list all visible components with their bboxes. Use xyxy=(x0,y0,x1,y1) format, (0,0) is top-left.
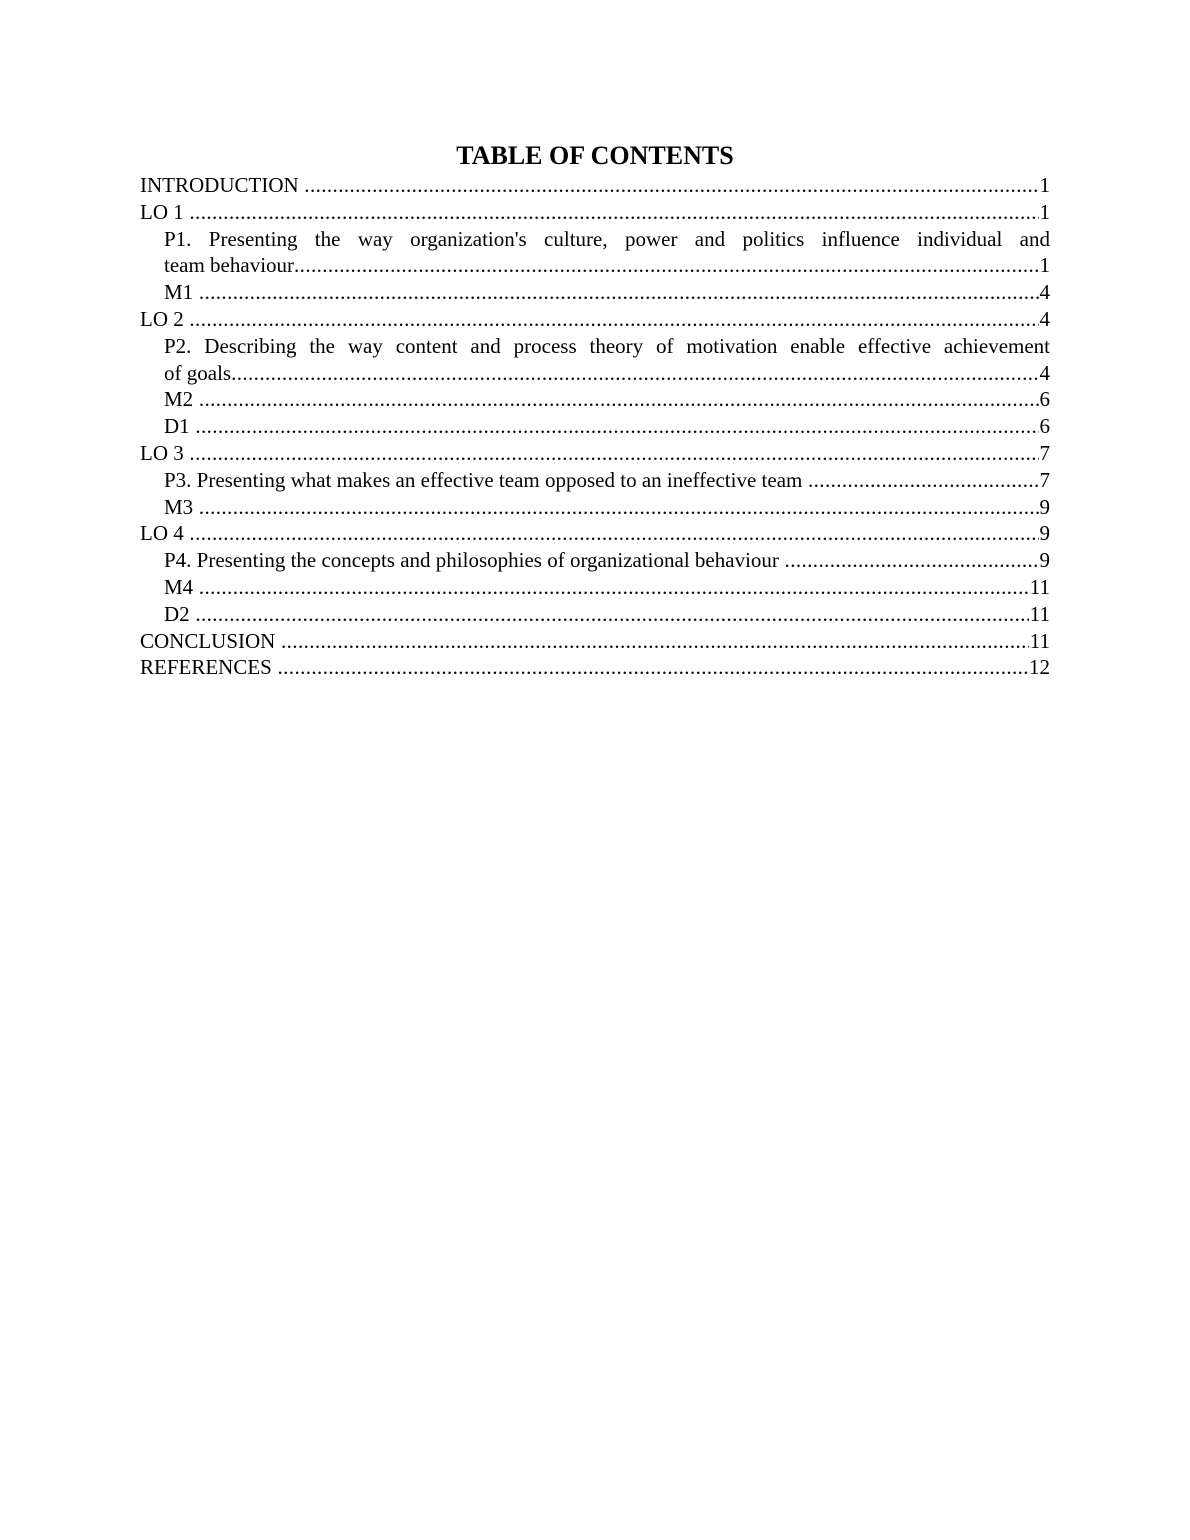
toc-entry-m3[interactable] xyxy=(140,494,1050,521)
toc-entry-label-line2-wrap xyxy=(164,360,1050,387)
toc-entry-p1[interactable] xyxy=(140,226,1050,280)
toc-entry-m4[interactable] xyxy=(140,574,1050,601)
toc-entry-label: P3. Presenting what makes an effective team opposed to an ineffective team ..... xyxy=(164,468,1050,492)
toc-entry-d1[interactable] xyxy=(140,413,1050,440)
toc-entry-page: 4 xyxy=(1039,280,1050,305)
toc-entry-page: 11 xyxy=(1029,574,1050,599)
toc-entry-page: 4 xyxy=(1039,360,1050,385)
toc-entry-label: M4 ..... xyxy=(164,575,1050,599)
toc-entry-introduction[interactable] xyxy=(140,172,1050,199)
toc-entry-page: 11 xyxy=(1029,601,1050,626)
toc-entry-conclusion[interactable] xyxy=(140,628,1050,655)
toc-entry-label: M2 ..... xyxy=(164,387,1050,411)
toc-entry-page: 7 xyxy=(1039,467,1050,492)
toc-entry-page: 9 xyxy=(1039,521,1050,546)
toc-entry-label: INTRODUCTION ..... xyxy=(140,173,1050,197)
toc-entry-label: LO 4 ..... xyxy=(140,521,1050,545)
toc-entry-page: 6 xyxy=(1039,414,1050,439)
toc-entry-label-line2: of goals ..... xyxy=(164,361,1050,385)
toc-title: TABLE OF CONTENTS xyxy=(456,141,734,170)
toc-entry-page: 6 xyxy=(1039,387,1050,412)
toc-entry-page: 11 xyxy=(1029,628,1050,653)
toc-entry-page: 12 xyxy=(1029,655,1050,680)
toc-entry-page: 9 xyxy=(1039,548,1050,573)
toc-entry-page: 7 xyxy=(1039,440,1050,465)
toc-entry-label: M1 ..... xyxy=(164,280,1050,304)
toc-entry-p3[interactable] xyxy=(140,467,1050,494)
toc-entry-label-line1: P1. Presenting the way organization's culture, power and politics influence individual and xyxy=(164,226,1050,251)
toc-entry-label: D2 ..... xyxy=(164,602,1050,626)
toc-entry-page: 1 xyxy=(1039,199,1050,224)
toc-entry-label: LO 1 ..... xyxy=(140,200,1050,224)
toc-entry-label: CONCLUSION ..... xyxy=(140,629,1050,653)
toc-entry-m1[interactable] xyxy=(140,279,1050,306)
toc-entry-label: LO 2 ..... xyxy=(140,307,1050,331)
toc-entry-lo1[interactable] xyxy=(140,199,1050,226)
toc-entry-p2[interactable] xyxy=(140,333,1050,387)
toc-entry-page: 9 xyxy=(1039,494,1050,519)
toc-entry-lo4[interactable] xyxy=(140,520,1050,547)
toc-entry-m2[interactable] xyxy=(140,386,1050,413)
toc-entry-d2[interactable] xyxy=(140,601,1050,628)
toc-entry-label-line2: team behaviour ..... xyxy=(164,253,1050,277)
toc-entry-label: D1 ..... xyxy=(164,414,1050,438)
toc-entry-label-line1: P2. Describing the way content and process theory of motivation enable effective achievement xyxy=(164,333,1050,358)
toc-entry-references[interactable] xyxy=(140,654,1050,681)
toc-entry-p4[interactable] xyxy=(140,547,1050,574)
toc-entry-label: P4. Presenting the concepts and philosophies of organizational behaviour ..... xyxy=(164,548,1050,572)
toc-entry-page: 1 xyxy=(1039,173,1050,197)
toc-entry-lo2[interactable] xyxy=(140,306,1050,333)
toc-list xyxy=(140,172,1050,681)
toc-entry-page: 4 xyxy=(1039,306,1050,331)
toc-entry-lo3[interactable] xyxy=(140,440,1050,467)
toc-entry-label: LO 3 ..... xyxy=(140,441,1050,465)
toc-entry-label: M3 ..... xyxy=(164,495,1050,519)
toc-entry-page: 1 xyxy=(1039,253,1050,278)
toc-entry-label-line2-wrap xyxy=(164,252,1050,279)
toc-entry-label: REFERENCES ..... xyxy=(140,655,1050,679)
